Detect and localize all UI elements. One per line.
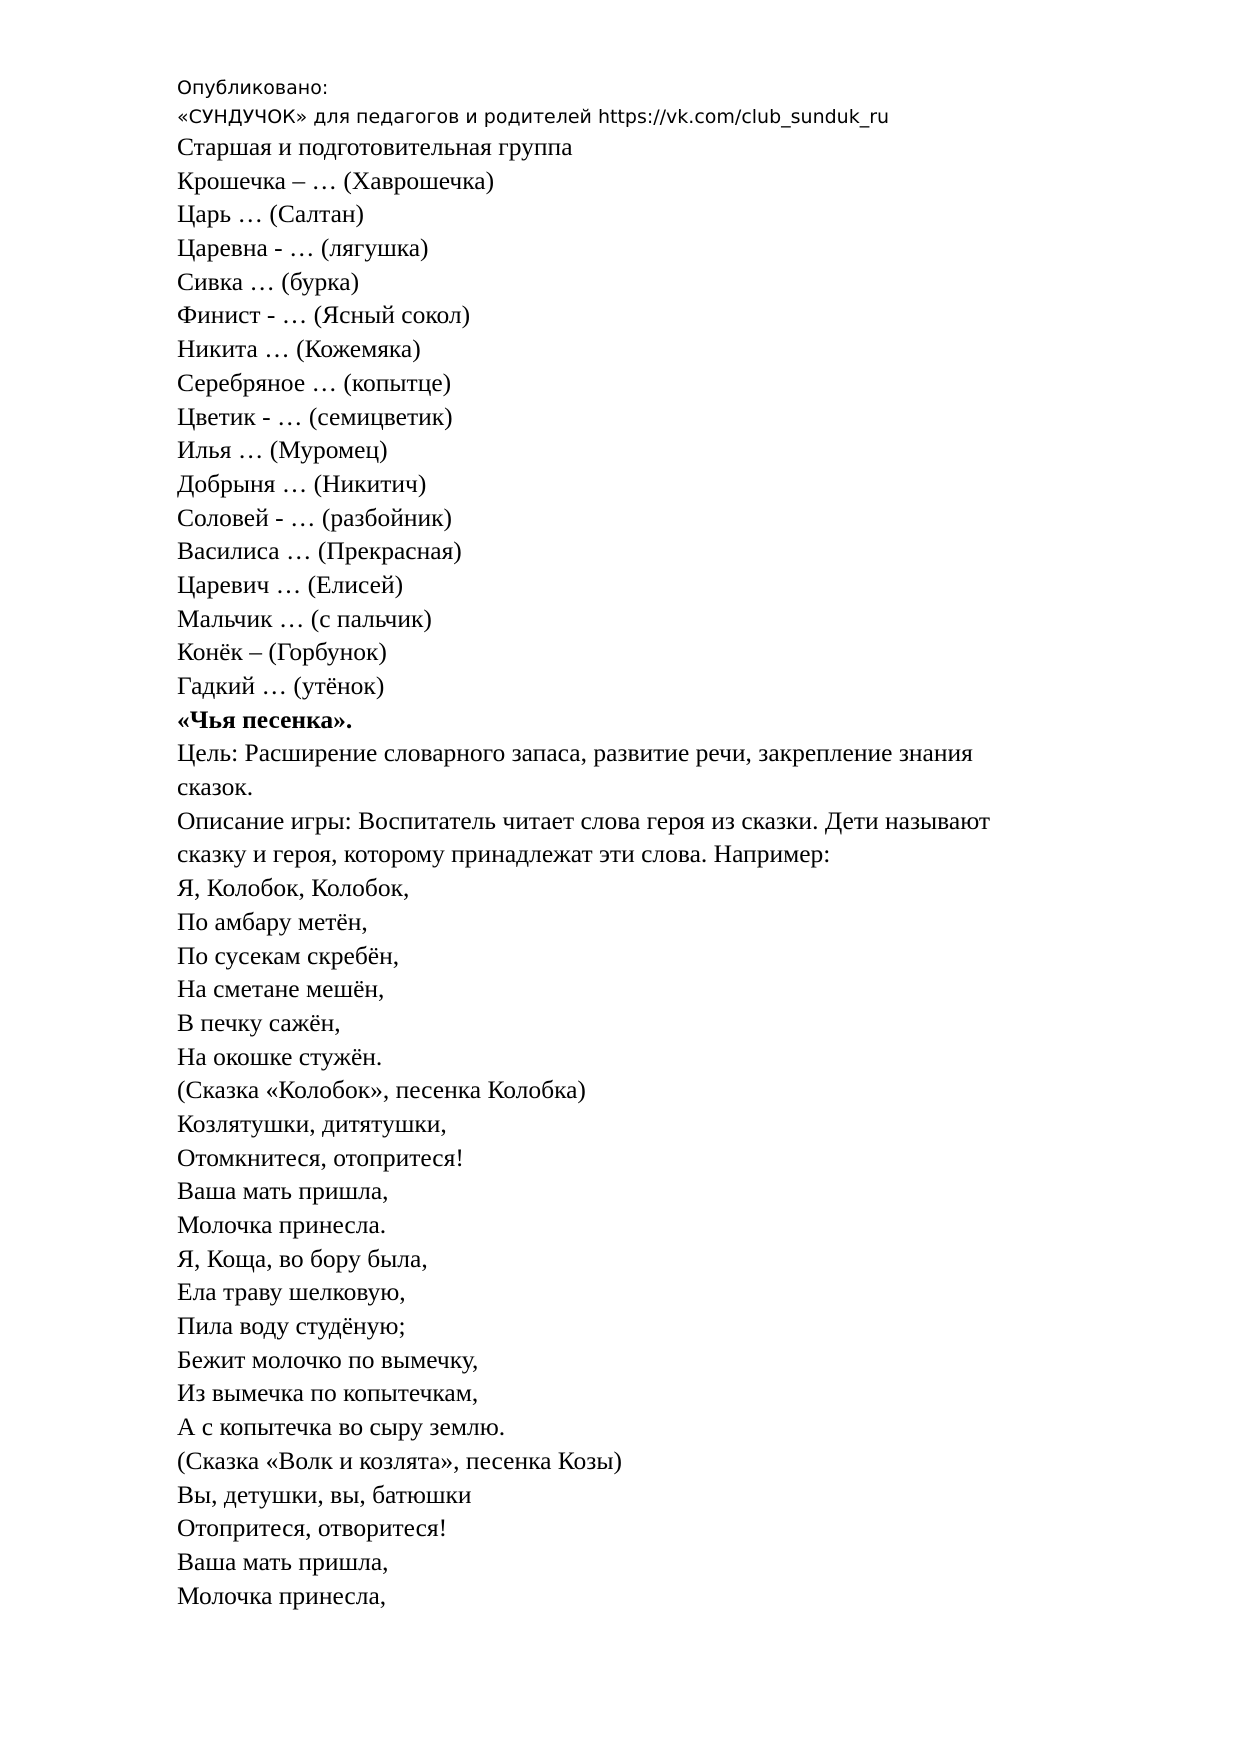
song-line: На сметане мешён,	[177, 974, 385, 1004]
riddle-line: Мальчик … (с пальчик)	[177, 603, 432, 633]
song-line: Бежит молочко по вымечку,	[177, 1344, 479, 1374]
document-body	[177, 130, 1137, 1612]
song-line: По сусекам скребён,	[177, 940, 400, 970]
song-line: Ваша мать пришла,	[177, 1546, 389, 1576]
song-line: Отопритеся, отворитеся!	[177, 1513, 448, 1543]
song-line: Я, Коща, во бору была,	[177, 1243, 428, 1273]
game-title: «Чья песенка».	[177, 704, 353, 734]
riddle-line: Серебряное … (копытце)	[177, 367, 452, 397]
riddle-line: Добрыня … (Никитич)	[177, 468, 427, 498]
song-line: Козлятушки, дитятушки,	[177, 1108, 447, 1138]
riddle-line: Гадкий … (утёнок)	[177, 671, 385, 700]
song-line: Я, Колобок, Колобок,	[177, 873, 410, 903]
song-line: Из вымечка по копытечкам,	[177, 1378, 479, 1408]
riddle-line: Василиса … (Прекрасная)	[177, 536, 462, 566]
riddle-line: Илья … (Муромец)	[177, 435, 388, 465]
riddle-line: Царевна - … (лягушка)	[177, 233, 429, 263]
riddle-line: Соловей - … (разбойник)	[177, 502, 453, 532]
song-line: Ваша мать пришла,	[177, 1176, 389, 1206]
group-title: Старшая и подготовительная группа	[177, 132, 573, 161]
riddle-line: Никита … (Кожемяка)	[177, 334, 421, 364]
song-line: Молочка принесла.	[177, 1210, 387, 1239]
game-goal-line-2: сказок.	[177, 772, 254, 802]
game-description-line-2: сказку и героя, которому принадлежат эти слова. Например:	[177, 839, 831, 869]
riddle-line: Крошечка – … (Хаврошечка)	[177, 165, 495, 195]
riddle-line: Царь … (Салтан)	[177, 199, 365, 229]
song-list	[177, 871, 1137, 1612]
game-description-line-1: Описание игры: Воспитатель читает слова героя из сказки. Дети называют	[177, 805, 991, 835]
riddle-line: Сивка … (бурка)	[177, 266, 360, 296]
song-line: По амбару метён,	[177, 906, 368, 936]
riddle-line: Финист - … (Ясный сокол)	[177, 300, 471, 330]
song-source-line: (Сказка «Волк и козлята», песенка Козы)	[177, 1445, 622, 1475]
song-line: Пила воду студёную;	[177, 1311, 406, 1341]
song-line: Ела траву шелковую,	[177, 1277, 406, 1307]
publisher-line: «СУНДУЧОК» для педагогов и родителей https://vk.com/club_sunduk_ru	[177, 106, 890, 128]
song-line: В печку сажён,	[177, 1007, 341, 1037]
riddle-line: Конёк – (Горбунок)	[177, 637, 387, 667]
published-label: Опубликовано:	[177, 77, 329, 99]
riddle-line: Царевич … (Елисей)	[177, 569, 404, 599]
song-line: Отомкнитеся, отопритеся!	[177, 1142, 464, 1172]
game-goal-line-1: Цель: Расширение словарного запаса, развитие речи, закрепление знания	[177, 738, 973, 768]
publication-header	[177, 74, 889, 132]
song-line: Вы, детушки, вы, батюшки	[177, 1479, 472, 1509]
riddle-list	[177, 164, 1137, 703]
song-line: На окошке стужён.	[177, 1041, 383, 1071]
song-source-line: (Сказка «Колобок», песенка Колобка)	[177, 1075, 586, 1105]
song-line: А с копытечка во сыру землю.	[177, 1412, 506, 1442]
riddle-line: Цветик - … (семицветик)	[177, 401, 453, 431]
song-line: Молочка принесла,	[177, 1580, 387, 1610]
